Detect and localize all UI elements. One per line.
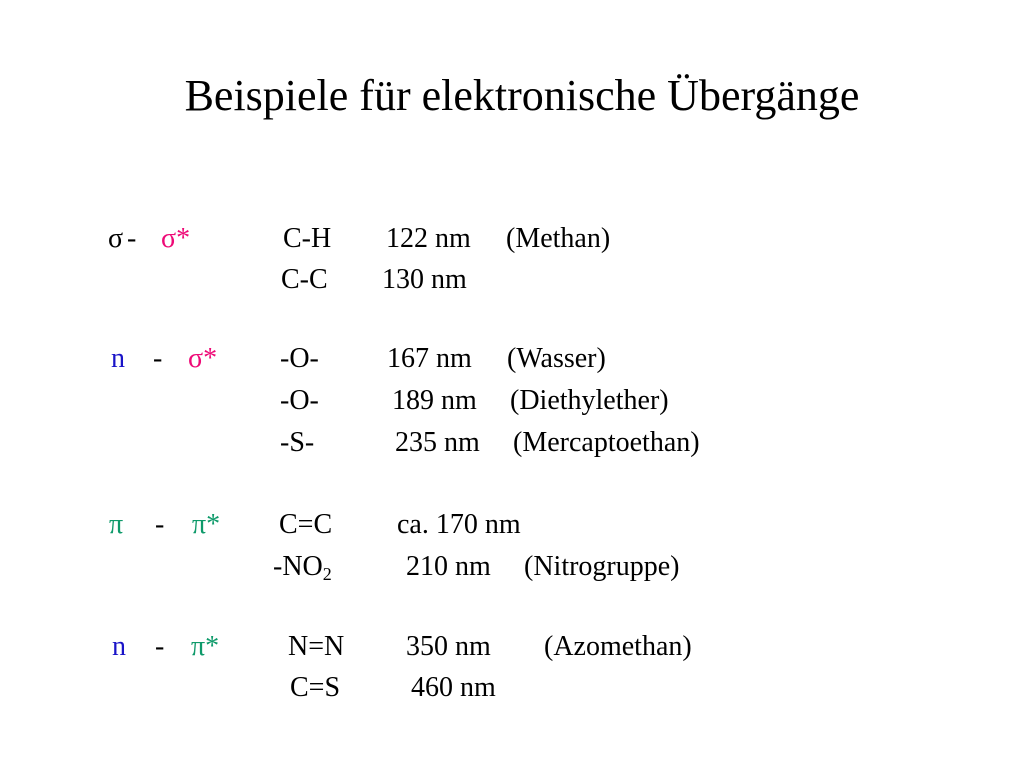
- transition-to-sigma-star: σ*: [161, 223, 191, 254]
- bond-label: -O-: [280, 343, 319, 374]
- bond-label: -NO: [273, 551, 323, 582]
- bond-label: C-C: [281, 264, 328, 295]
- slide-title: Beispiele für elektronische Übergänge: [184, 71, 860, 120]
- bond-subscript: 2: [322, 564, 332, 584]
- wavelength-value: 130 nm: [382, 264, 467, 295]
- transition-from-pi: π: [109, 509, 124, 540]
- bond-label: C-H: [283, 223, 332, 254]
- wavelength-value: 122 nm: [386, 223, 471, 254]
- compound-name: (Wasser): [507, 343, 606, 374]
- transition-from-n: n: [112, 631, 126, 662]
- wavelength-value: 350 nm: [406, 631, 491, 662]
- compound-name: (Diethylether): [510, 385, 669, 416]
- wavelength-value: ca. 170 nm: [397, 509, 521, 540]
- transition-to-sigma-star: σ*: [188, 343, 218, 374]
- transition-from-n: n: [111, 343, 125, 374]
- compound-name: (Azomethan): [544, 631, 692, 662]
- bond-label: N=N: [288, 631, 345, 662]
- transition-separator: -: [127, 223, 137, 254]
- bond-label: -O-: [280, 385, 319, 416]
- transition-separator: -: [153, 343, 163, 374]
- wavelength-value: 235 nm: [395, 427, 480, 458]
- transition-to-pi-star: π*: [192, 509, 221, 540]
- wavelength-value: 189 nm: [392, 385, 477, 416]
- compound-name: (Mercaptoethan): [513, 427, 700, 458]
- bond-label-with-subscript: [273, 550, 332, 584]
- transition-separator: -: [155, 509, 165, 540]
- transition-to-pi-star: π*: [191, 631, 220, 662]
- transition-from-sigma: σ: [108, 223, 124, 254]
- transition-separator: -: [155, 631, 165, 662]
- compound-name: (Methan): [506, 223, 611, 254]
- compound-name: (Nitrogruppe): [524, 551, 680, 582]
- wavelength-value: 210 nm: [406, 551, 491, 582]
- bond-label: C=S: [290, 672, 341, 703]
- bond-label: -S-: [280, 427, 315, 458]
- wavelength-value: 167 nm: [387, 343, 472, 374]
- bond-label: C=C: [279, 509, 333, 540]
- wavelength-value: 460 nm: [411, 672, 496, 703]
